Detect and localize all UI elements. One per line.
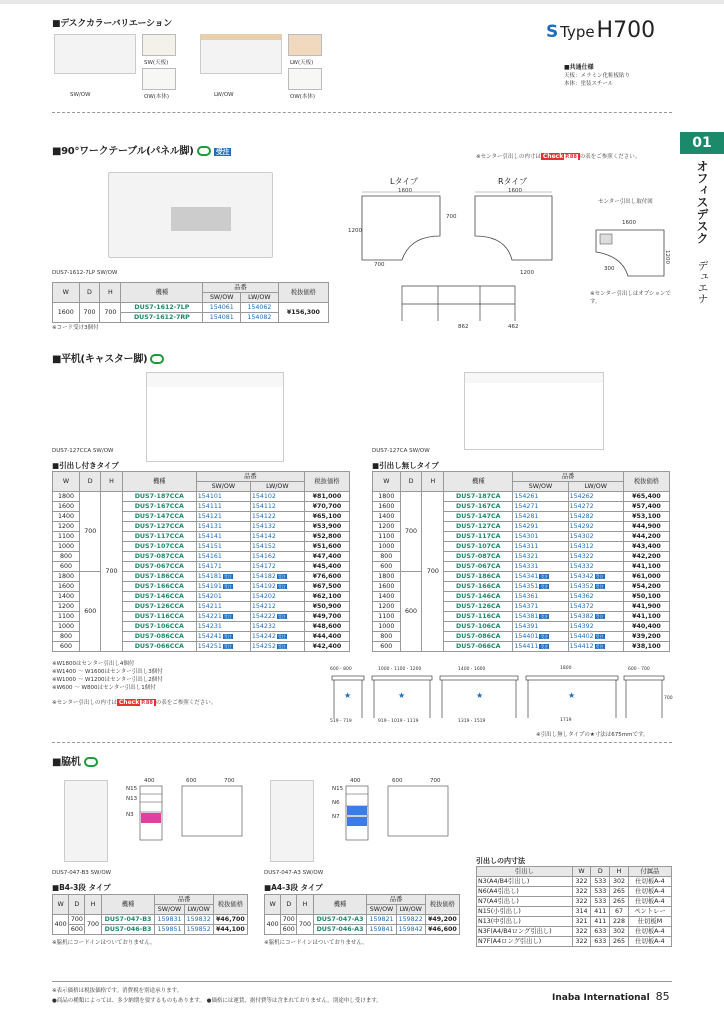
table-row: N3(A4/B4引出し) 322 533 302 仕切板A-4 <box>477 877 672 887</box>
table-row: 600 DUS7-066CCA 154251 受注 154252 受注 ¥42,400 <box>53 642 350 652</box>
drawer-count-notes: ※W1800はセンター引出し4個付 ※W1400 〜 W1600はセンター引出し3個付 ※W1000 〜 W1200はセンター引出し2個付 ※W600 〜 W800はセンター引出し1個付 <box>52 661 163 691</box>
table-row: 800 DUS7-087CCA 154161 154162 ¥47,400 <box>53 552 350 562</box>
color-variation-title: ■デスクカラーバリエーション <box>52 19 172 29</box>
worktable-image <box>108 172 273 258</box>
type-heading: S Type H700 <box>546 18 656 43</box>
table-row: 1200 DUS7-126CA 154371 154372 ¥41,900 <box>373 602 670 612</box>
swatch-sw <box>142 34 176 56</box>
table-row: 800 DUS7-086CA 154401 受注 154402 受注 ¥39,200 <box>373 632 670 642</box>
table-row: 800 DUS7-086CCA 154241 受注 154242 受注 ¥44,400 <box>53 632 350 642</box>
table-row: 1600 DUS7-166CA 154351 受注 154352 受注 ¥54,200 <box>373 582 670 592</box>
cabinet-a3-drawing <box>328 776 468 846</box>
desk-drawer-table: W D H 機種 品番 税抜価格 SW/OW LW/OW 1800 700 700 DUS7-187CCA 154101 154102 ¥81,000 1600 DUS7-167CCA 154111 154112 ¥70,700 1400 DUS7-147CCA 154121 154122 ¥65,100 1200 DUS7-127CCA 154131 154132 ¥53,900 1100 DUS7-117CCA 154141 154142 ¥52,800 1000 DUS7-107CCA 154151 154152 ¥51,600 800 DUS7-087CCA 154161 154162 ¥47,400 600 DUS7-067CCA 154171 154172 ¥45,400 1800 600 DUS7-186CCA 154181 受注 154182 受注 ¥76,600 1600 DUS7-166CCA 154191 受注 154192 受注 ¥67,500 1400 DUS7-146CCA 154201 154202 ¥62,100 1200 DUS7-126CCA 154211 154212 ¥50,900 1100 DUS7-116CCA 154221 受注 154222 受注 ¥49,700 1000 DUS7-106CCA 154231 154232 ¥48,600 800 DUS7-086CCA 154241 受注 154242 受注 ¥44,400 600 DUS7-066CCA 154251 受注 154252 受注 ¥42,400 <box>52 471 350 652</box>
table-row: N7(A4引出し) 322 533 265 仕切板A-4 <box>477 897 672 907</box>
table-row: 1200 DUS7-127CCA 154131 154132 ¥53,900 <box>53 522 350 532</box>
svg-text:★: ★ <box>568 691 576 700</box>
table-row: 1000 DUS7-107CA 154311 154312 ¥43,400 <box>373 542 670 552</box>
table-row: 1200 DUS7-127CA 154291 154292 ¥44,900 <box>373 522 670 532</box>
table-row: 1400 DUS7-147CCA 154121 154122 ¥65,100 <box>53 512 350 522</box>
svg-text:★: ★ <box>476 691 484 700</box>
side-cabinet-title: ■脇机 <box>52 753 98 768</box>
table-row: N3F(A4/B4ロング引出し) 322 633 302 仕切板A-4 <box>477 927 672 937</box>
table-row: 1800 700 700 DUS7-187CA 154261 154262 ¥65,400 <box>373 492 670 502</box>
check-link[interactable]: Check P.88 <box>541 153 580 160</box>
table-row: N13(中引出し) 321 411 228 仕切板M <box>477 917 672 927</box>
worktable-caption: DUS7-1612-7LP SW/OW <box>52 270 118 276</box>
green-order-icon <box>197 146 211 156</box>
table-row: 1000 DUS7-106CCA 154231 154232 ¥48,600 <box>53 622 350 632</box>
category-sidebar: 01 オフィスデスク デュエナ <box>680 132 724 302</box>
green-icon <box>150 354 164 364</box>
cabinet-a3-table: W D H 機種 品番 税抜価格 SW/OW LW/OW 400 700 700 DUS7-047-A3 159821 159822 ¥49,200 600 DUS7-046-A3 159841 159842 ¥46,600 <box>264 894 460 935</box>
table-row: 1000 DUS7-106CA 154391 154392 ¥40,400 <box>373 622 670 632</box>
cabinet-a3-image <box>270 780 314 862</box>
swatch-lw <box>288 34 322 56</box>
svg-text:★: ★ <box>398 691 406 700</box>
table-row: 1800 700 700 DUS7-187CCA 154101 154102 ¥81,000 <box>53 492 350 502</box>
table-row: 1600 DUS7-166CCA 154191 受注 154192 受注 ¥67,500 <box>53 582 350 592</box>
table-row: 1800 600 DUS7-186CCA 154181 受注 154182 受注 ¥76,600 <box>53 572 350 582</box>
inner-dim-table: 引出し W D H 付属品 N3(A4/B4引出し) 322 533 302 仕切板A-4 N6(A4引出し) 322 533 265 仕切板A-4 N7(A4引出し) 322 533 265 仕切板A-4 N15(小引出し) 314 411 67 ペントレー N13(中引出し) 321 411 228 仕切板M N3F(A4/B4ロング引出し) 322 633 302 仕切板A-4 N7F(A4ロング引出し) 322 633 265 仕切板A-4 <box>476 866 672 947</box>
table-row: 1100 DUS7-117CA 154301 154302 ¥44,200 <box>373 532 670 542</box>
footer-brand: Inaba International 85 <box>552 990 670 1003</box>
table-row: 1100 DUS7-116CA 154381 受注 154382 受注 ¥41,100 <box>373 612 670 622</box>
table-row: 800 DUS7-087CA 154321 154322 ¥42,200 <box>373 552 670 562</box>
cabinet-b3-table: W D H 機種 品番 税抜価格 SW/OW LW/OW 400 700 700 DUS7-047-B3 159831 159832 ¥46,700 600 DUS7-046-B3 159851 159852 ¥44,100 <box>52 894 248 935</box>
desk-image-sw <box>54 34 136 74</box>
common-spec: ■共通仕様 天板：メラミン化粧板貼り 本体：塗装スチール <box>564 64 631 87</box>
table-row: 1400 DUS7-147CA 154281 154282 ¥53,100 <box>373 512 670 522</box>
table-row: 1600 DUS7-167CCA 154111 154112 ¥70,700 <box>53 502 350 512</box>
table-row: 600 DUS7-067CA 154331 154332 ¥41,100 <box>373 562 670 572</box>
table-row: 1400 DUS7-146CCA 154201 154202 ¥62,100 <box>53 592 350 602</box>
green-icon-2 <box>84 757 98 767</box>
table-row: N7F(A4ロング引出し) 322 633 265 仕切板A-4 <box>477 937 672 947</box>
table-row: 1000 DUS7-107CCA 154151 154152 ¥51,600 <box>53 542 350 552</box>
cabinet-b3-image <box>64 780 108 862</box>
center-drawer-diagram-title: センター引出し取付図 <box>598 199 653 205</box>
center-drawer-note: ※センター引出しの内寸は Check P.88 の表をご参照ください。 <box>476 153 641 160</box>
table-row: 1100 DUS7-117CCA 154141 154142 ¥52,800 <box>53 532 350 542</box>
table-row: 1100 DUS7-116CCA 154221 受注 154222 受注 ¥49,700 <box>53 612 350 622</box>
table-row: N6(A4引出し) 322 533 265 仕切板A-4 <box>477 887 672 897</box>
color-label: SW/OW <box>70 92 91 98</box>
worktable-plan-drawing <box>340 186 580 336</box>
table-row: 1200 DUS7-126CCA 154211 154212 ¥50,900 <box>53 602 350 612</box>
inner-dim-title: 引出しの内寸法 <box>476 857 525 865</box>
worktable-table: W D H 機種 品番 税抜価格 SW/OW LW/OW 1600 700 700 DUS7-1612-7LP 154061 154062 ¥156,300 DUS7-1612-7RP 154081 154082 <box>52 282 329 323</box>
table-row: 1600 DUS7-167CA 154271 154272 ¥57,400 <box>373 502 670 512</box>
desk-caster-title: ■平机(キャスター脚) <box>52 350 164 365</box>
cabinet-b3-drawing <box>122 776 262 846</box>
center-drawer-diagram <box>592 222 672 282</box>
desk-image-lw <box>200 34 282 74</box>
desk-with-drawer-image <box>146 372 284 462</box>
desk-no-drawer-image <box>464 372 604 450</box>
table-row: 600 DUS7-067CCA 154171 154172 ¥45,400 <box>53 562 350 572</box>
table-row: N15(小引出し) 314 411 67 ペントレー <box>477 907 672 917</box>
swatch-ow2 <box>288 68 322 90</box>
worktable-title: ■90°ワークテーブル(パネル脚) 受注 <box>52 146 230 157</box>
check-link-2[interactable]: Check P.88 <box>117 699 156 706</box>
desk-nodrawer-table: W D H 機種 品番 税抜価格 SW/OW LW/OW 1800 700 700 DUS7-187CA 154261 154262 ¥65,400 1600 DUS7-167CA 154271 154272 ¥57,400 1400 DUS7-147CA 154281 154282 ¥53,100 1200 DUS7-127CA 154291 154292 ¥44,900 1100 DUS7-117CA 154301 154302 ¥44,200 1000 DUS7-107CA 154311 154312 ¥43,400 800 DUS7-087CA 154321 154322 ¥42,200 600 DUS7-067CA 154331 154332 ¥41,100 1800 600 DUS7-186CA 154341 受注 154342 受注 ¥61,000 1600 DUS7-166CA 154351 受注 154352 受注 ¥54,200 1400 DUS7-146CA 154361 154362 ¥50,100 1200 DUS7-126CA 154371 154372 ¥41,900 1100 DUS7-116CA 154381 受注 154382 受注 ¥41,100 1000 DUS7-106CA 154391 154392 ¥40,400 800 DUS7-086CA 154401 受注 154402 受注 ¥39,200 600 DUS7-066CA 154411 受注 154412 受注 ¥38,100 <box>372 471 670 652</box>
table-row: 1800 600 DUS7-186CA 154341 受注 154342 受注 ¥61,000 <box>373 572 670 582</box>
table-row: 600 DUS7-066CA 154411 受注 154412 受注 ¥38,100 <box>373 642 670 652</box>
table-row: 1400 DUS7-146CA 154361 154362 ¥50,100 <box>373 592 670 602</box>
svg-text:★: ★ <box>344 691 352 700</box>
swatch-ow <box>142 68 176 90</box>
